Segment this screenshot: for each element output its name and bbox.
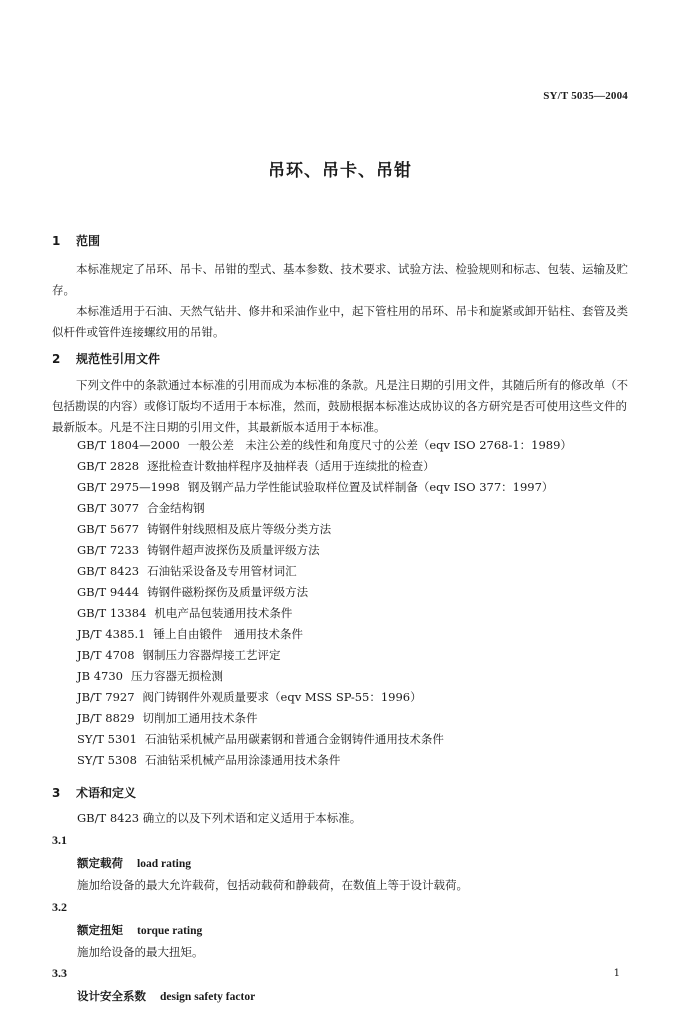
reference-code: GB/T 1804—2000 [77, 438, 180, 452]
reference-title: 石油钻采机械产品用碳素钢和普通合金钢铸件通用技术条件 [144, 732, 444, 746]
document-title: 吊环、吊卡、吊钳 [268, 161, 412, 181]
reference-title: 铸钢件射线照相及底片等级分类方法 [147, 522, 332, 536]
reference-item [77, 479, 553, 495]
section-title: 术语和定义 [76, 786, 137, 800]
reference-code: JB/T 4385.1 [77, 627, 146, 641]
reference-item [77, 710, 258, 726]
references-intro [52, 375, 632, 438]
terms-intro: GB/T 8423 确立的以及下列术语和定义适用于本标准。 [77, 811, 362, 825]
term-name [77, 922, 202, 938]
reference-code: JB 4730 [77, 669, 123, 683]
reference-code: GB/T 2828 [77, 459, 140, 473]
reference-item [77, 605, 292, 621]
reference-code: GB/T 5677 [77, 522, 140, 536]
standard-code: SY/T 5035—2004 [543, 90, 628, 102]
reference-item [77, 626, 303, 642]
reference-title: 石油钻采机械产品用涂漆通用技术条件 [144, 753, 341, 767]
reference-code: JB/T 7927 [77, 690, 135, 704]
reference-code: GB/T 8423 [77, 564, 140, 578]
reference-title: 压力容器无损检测 [130, 669, 223, 683]
reference-code: GB/T 13384 [77, 606, 147, 620]
reference-item [77, 584, 308, 600]
term-en: design safety factor [160, 991, 256, 1003]
reference-title: 逐批检查计数抽样程序及抽样表（适用于连续批的检查） [147, 459, 435, 473]
reference-item [77, 668, 223, 684]
reference-item [77, 458, 435, 474]
reference-code: GB/T 3077 [77, 501, 140, 515]
reference-title: 钢制压力容器焊接工艺评定 [142, 648, 281, 662]
section-title: 范围 [76, 234, 101, 248]
section-1-heading [52, 232, 100, 249]
section-number: 1 [52, 234, 61, 248]
term-zh: 额定扭矩 [77, 923, 123, 937]
section-title: 规范性引用文件 [76, 352, 161, 366]
reference-title: 切削加工通用技术条件 [142, 711, 258, 725]
page-number: 1 [613, 968, 620, 979]
term-definition: 施加给设备的最大扭矩。 [77, 945, 204, 959]
reference-item [77, 542, 320, 558]
reference-item [77, 500, 205, 516]
scope-paragraph-2 [52, 301, 632, 343]
term-en: torque rating [137, 925, 203, 937]
reference-title: 一般公差 未注公差的线性和角度尺寸的公差（eqv ISO 2768-1：1989） [187, 438, 572, 452]
term-zh: 设计安全系数 [77, 989, 146, 1003]
reference-title: 铸钢件磁粉探伤及质量评级方法 [147, 585, 309, 599]
reference-item [77, 731, 444, 747]
reference-item [77, 563, 297, 579]
section-3-heading [52, 784, 136, 801]
reference-code: GB/T 7233 [77, 543, 140, 557]
reference-title: 钢及钢产品力学性能试验取样位置及试样制备（eqv ISO 377：1997） [187, 480, 554, 494]
reference-item [77, 689, 422, 705]
term-number: 3.3 [52, 966, 67, 980]
reference-item [77, 521, 331, 537]
section-2-heading [52, 350, 160, 367]
reference-code: GB/T 9444 [77, 585, 140, 599]
term-number: 3.1 [52, 833, 67, 847]
reference-title: 机电产品包装通用技术条件 [154, 606, 293, 620]
paragraph-text: 本标准适用于石油、天然气钻井、修井和采油作业中，起下管柱用的吊环、吊卡和旋紧或卸开钻柱、套管及类似杆件或管件连接螺纹用的吊钳。 [52, 304, 628, 339]
reference-code: JB/T 8829 [77, 711, 135, 725]
reference-code: JB/T 4708 [77, 648, 135, 662]
reference-code: GB/T 2975—1998 [77, 480, 180, 494]
term-number: 3.2 [52, 900, 67, 914]
term-definition: 施加给设备的最大允许载荷，包括动载荷和静载荷，在数值上等于设计载荷。 [77, 878, 468, 892]
section-number: 2 [52, 352, 61, 366]
reference-title: 阀门铸钢件外观质量要求（eqv MSS SP-55：1996） [142, 690, 422, 704]
term-zh: 额定载荷 [77, 856, 123, 870]
term-name [77, 855, 191, 871]
reference-item [77, 752, 340, 768]
reference-code: SY/T 5308 [77, 753, 137, 767]
reference-title: 石油钻采设备及专用管材词汇 [147, 564, 297, 578]
paragraph-text: 本标准规定了吊环、吊卡、吊钳的型式、基本参数、技术要求、试验方法、检验规则和标志、包装、运输及贮存。 [52, 262, 628, 297]
term-en: load rating [137, 858, 191, 870]
reference-title: 锤上自由锻件 通用技术条件 [153, 627, 304, 641]
paragraph-text: 下列文件中的条款通过本标准的引用而成为本标准的条款。凡是注日期的引用文件，其随后所有的修改单（不包括勘误的内容）或修订版均不适用于本标准，然而，鼓励根据本标准达成协议的各方研究是否可使用这些文件的最新版本。凡是不注日期的引用文件，其最新版本适用于本标准。 [52, 378, 628, 434]
scope-paragraph-1 [52, 259, 632, 301]
reference-item [77, 647, 281, 663]
reference-code: SY/T 5301 [77, 732, 137, 746]
term-name [77, 988, 255, 1004]
reference-item [77, 437, 572, 453]
reference-title: 铸钢件超声波探伤及质量评级方法 [147, 543, 320, 557]
section-number: 3 [52, 786, 61, 800]
reference-title: 合金结构钢 [147, 501, 205, 515]
